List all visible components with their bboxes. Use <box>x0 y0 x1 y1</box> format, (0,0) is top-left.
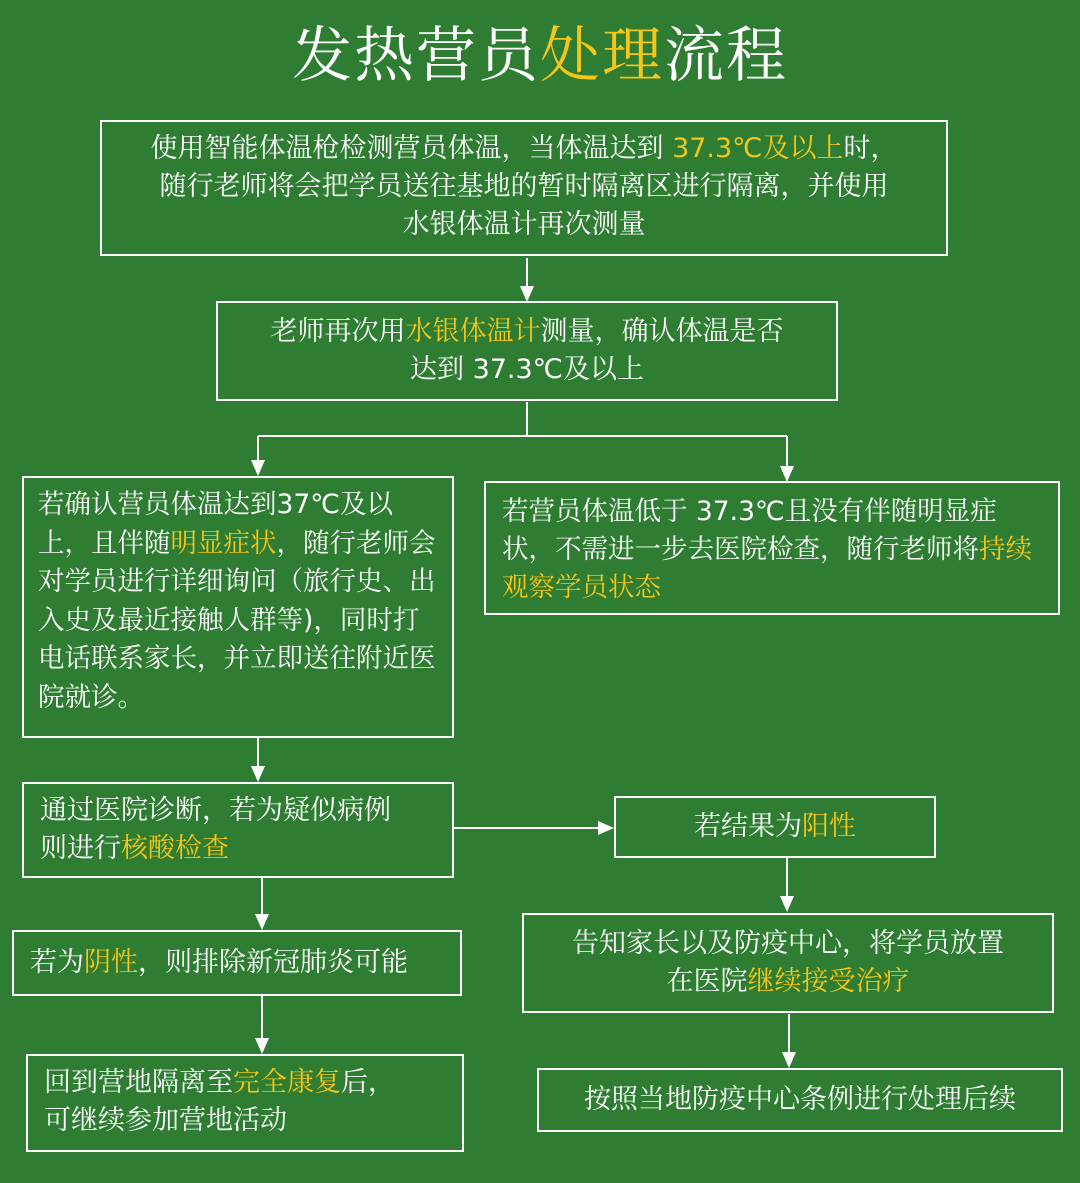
positive-highlight: 阳性 <box>802 811 856 842</box>
positive-box: 若结果为阳性 <box>614 796 936 858</box>
follow-up-box: 按照当地防疫中心条例进行处理后续 <box>537 1068 1063 1132</box>
step2-highlight: 水银体温计 <box>405 316 541 347</box>
return-camp-highlight: 完全康复 <box>233 1067 341 1098</box>
negative-highlight: 阴性 <box>84 947 138 978</box>
negative-box: 若为阴性，则排除新冠肺炎可能 <box>12 930 462 996</box>
branch-yes-highlight: 明显症状 <box>170 527 277 559</box>
step1-box <box>100 120 948 256</box>
notify-box: 告知家长以及防疫中心，将学员放置 在医院继续接受治疗 <box>522 913 1054 1013</box>
return-camp-box: 回到营地隔离至完全康复后， 可继续参加营地活动 <box>26 1054 464 1152</box>
step2-line2: 达到 37.3℃及以上 <box>409 354 645 385</box>
step1-line2: 随行老师将会把学员送往基地的暂时隔离区进行隔离，并使用 <box>159 171 889 202</box>
step1-line3: 水银体温计再次测量 <box>402 209 646 240</box>
branch-no-highlight: 持续观察学员状态 <box>502 534 1032 603</box>
diagnosis-box: 通过医院诊断，若为疑似病例 则进行核酸检查 <box>22 782 454 878</box>
branch-no-box: 若营员体温低于 37.3℃且没有伴随明显症状，不需进一步去医院检查，随行老师将持续观察学员状态 <box>484 481 1060 615</box>
title-part1: 发热营员 <box>292 21 540 91</box>
step2-box <box>216 301 838 401</box>
step2-line1: 老师再次用水银体温计测量，确认体温是否 <box>270 316 784 347</box>
step1-line1: 使用智能体温枪检测营员体温，当体温达到 37.3℃及以上时， <box>150 133 898 164</box>
title-highlight: 处理 <box>540 21 664 91</box>
notify-highlight: 继续接受治疗 <box>747 966 910 997</box>
step1-highlight: 37.3℃及以上 <box>672 133 844 164</box>
diagnosis-highlight: 核酸检查 <box>121 833 229 864</box>
title-part3: 流程 <box>664 21 788 91</box>
branch-yes-box: 若确认营员体温达到37℃及以上，且伴随明显症状，随行老师会对学员进行详细询问（旅行史、出入史及最近接触人群等)，同时打电话联系家长，并立即送往附近医院就诊。 <box>22 476 454 738</box>
